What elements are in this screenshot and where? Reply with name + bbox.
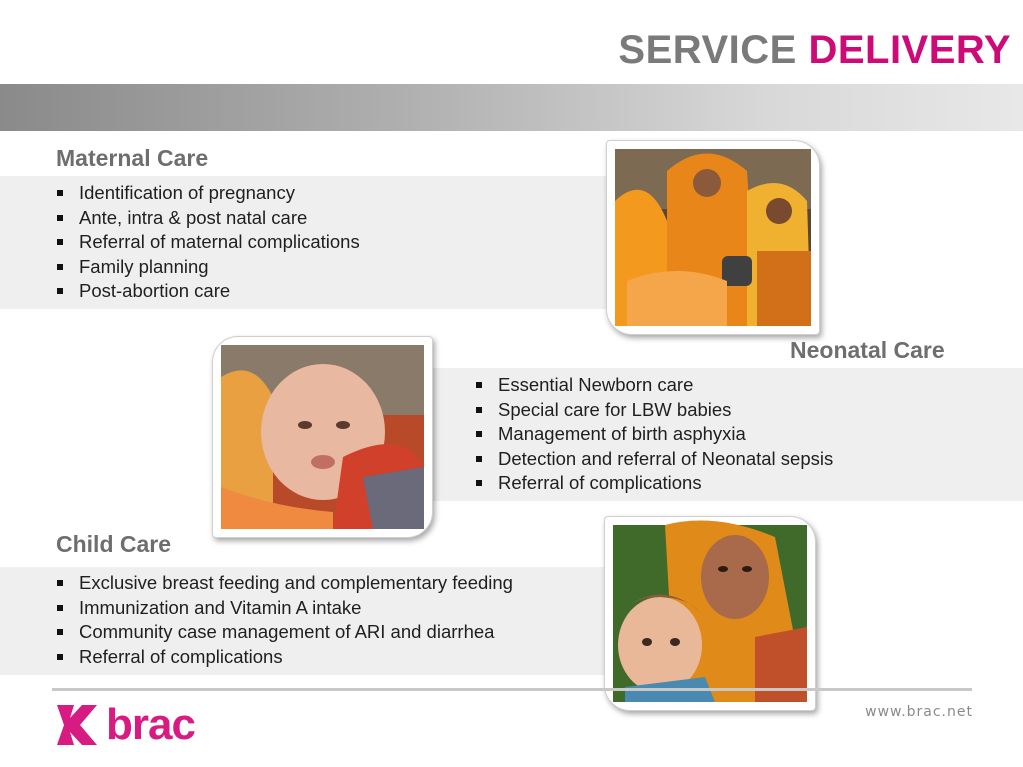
title-part-delivery: DELIVERY	[808, 28, 1011, 72]
list-item: Referral of complications	[474, 471, 833, 496]
list-item: Detection and referral of Neonatal sepsis	[474, 447, 833, 472]
list-item: Family planning	[55, 255, 360, 280]
neonatal-list	[474, 373, 833, 496]
list-item: Referral of complications	[55, 645, 513, 670]
list-item: Exclusive breast feeding and complementary feeding	[55, 571, 513, 596]
list-item: Management of birth asphyxia	[474, 422, 833, 447]
neonatal-photo	[212, 336, 433, 538]
maternal-heading: Maternal Care	[56, 145, 209, 171]
list-item: Community case management of ARI and diarrhea	[55, 620, 513, 645]
list-item: Identification of pregnancy	[55, 181, 360, 206]
title-gradient-bar	[0, 84, 1023, 131]
list-item: Ante, intra & post natal care	[55, 206, 360, 231]
brac-logo-text: brac	[106, 700, 195, 749]
list-item: Special care for LBW babies	[474, 398, 833, 423]
website-url: www.brac.net	[865, 704, 973, 720]
neonatal-heading: Neonatal Care	[790, 337, 945, 363]
list-item: Post-abortion care	[55, 279, 360, 304]
brac-logo-icon	[52, 700, 102, 750]
child-photo	[604, 516, 816, 711]
list-item: Immunization and Vitamin A intake	[55, 596, 513, 621]
child-list	[55, 571, 513, 669]
maternal-photo	[606, 140, 820, 335]
child-heading: Child Care	[56, 531, 172, 557]
maternal-list	[55, 181, 360, 304]
list-item: Referral of maternal complications	[55, 230, 360, 255]
title-part-service: SERVICE	[618, 28, 797, 72]
list-item: Essential Newborn care	[474, 373, 833, 398]
footer-divider	[52, 688, 972, 691]
slide-title	[618, 28, 1011, 73]
